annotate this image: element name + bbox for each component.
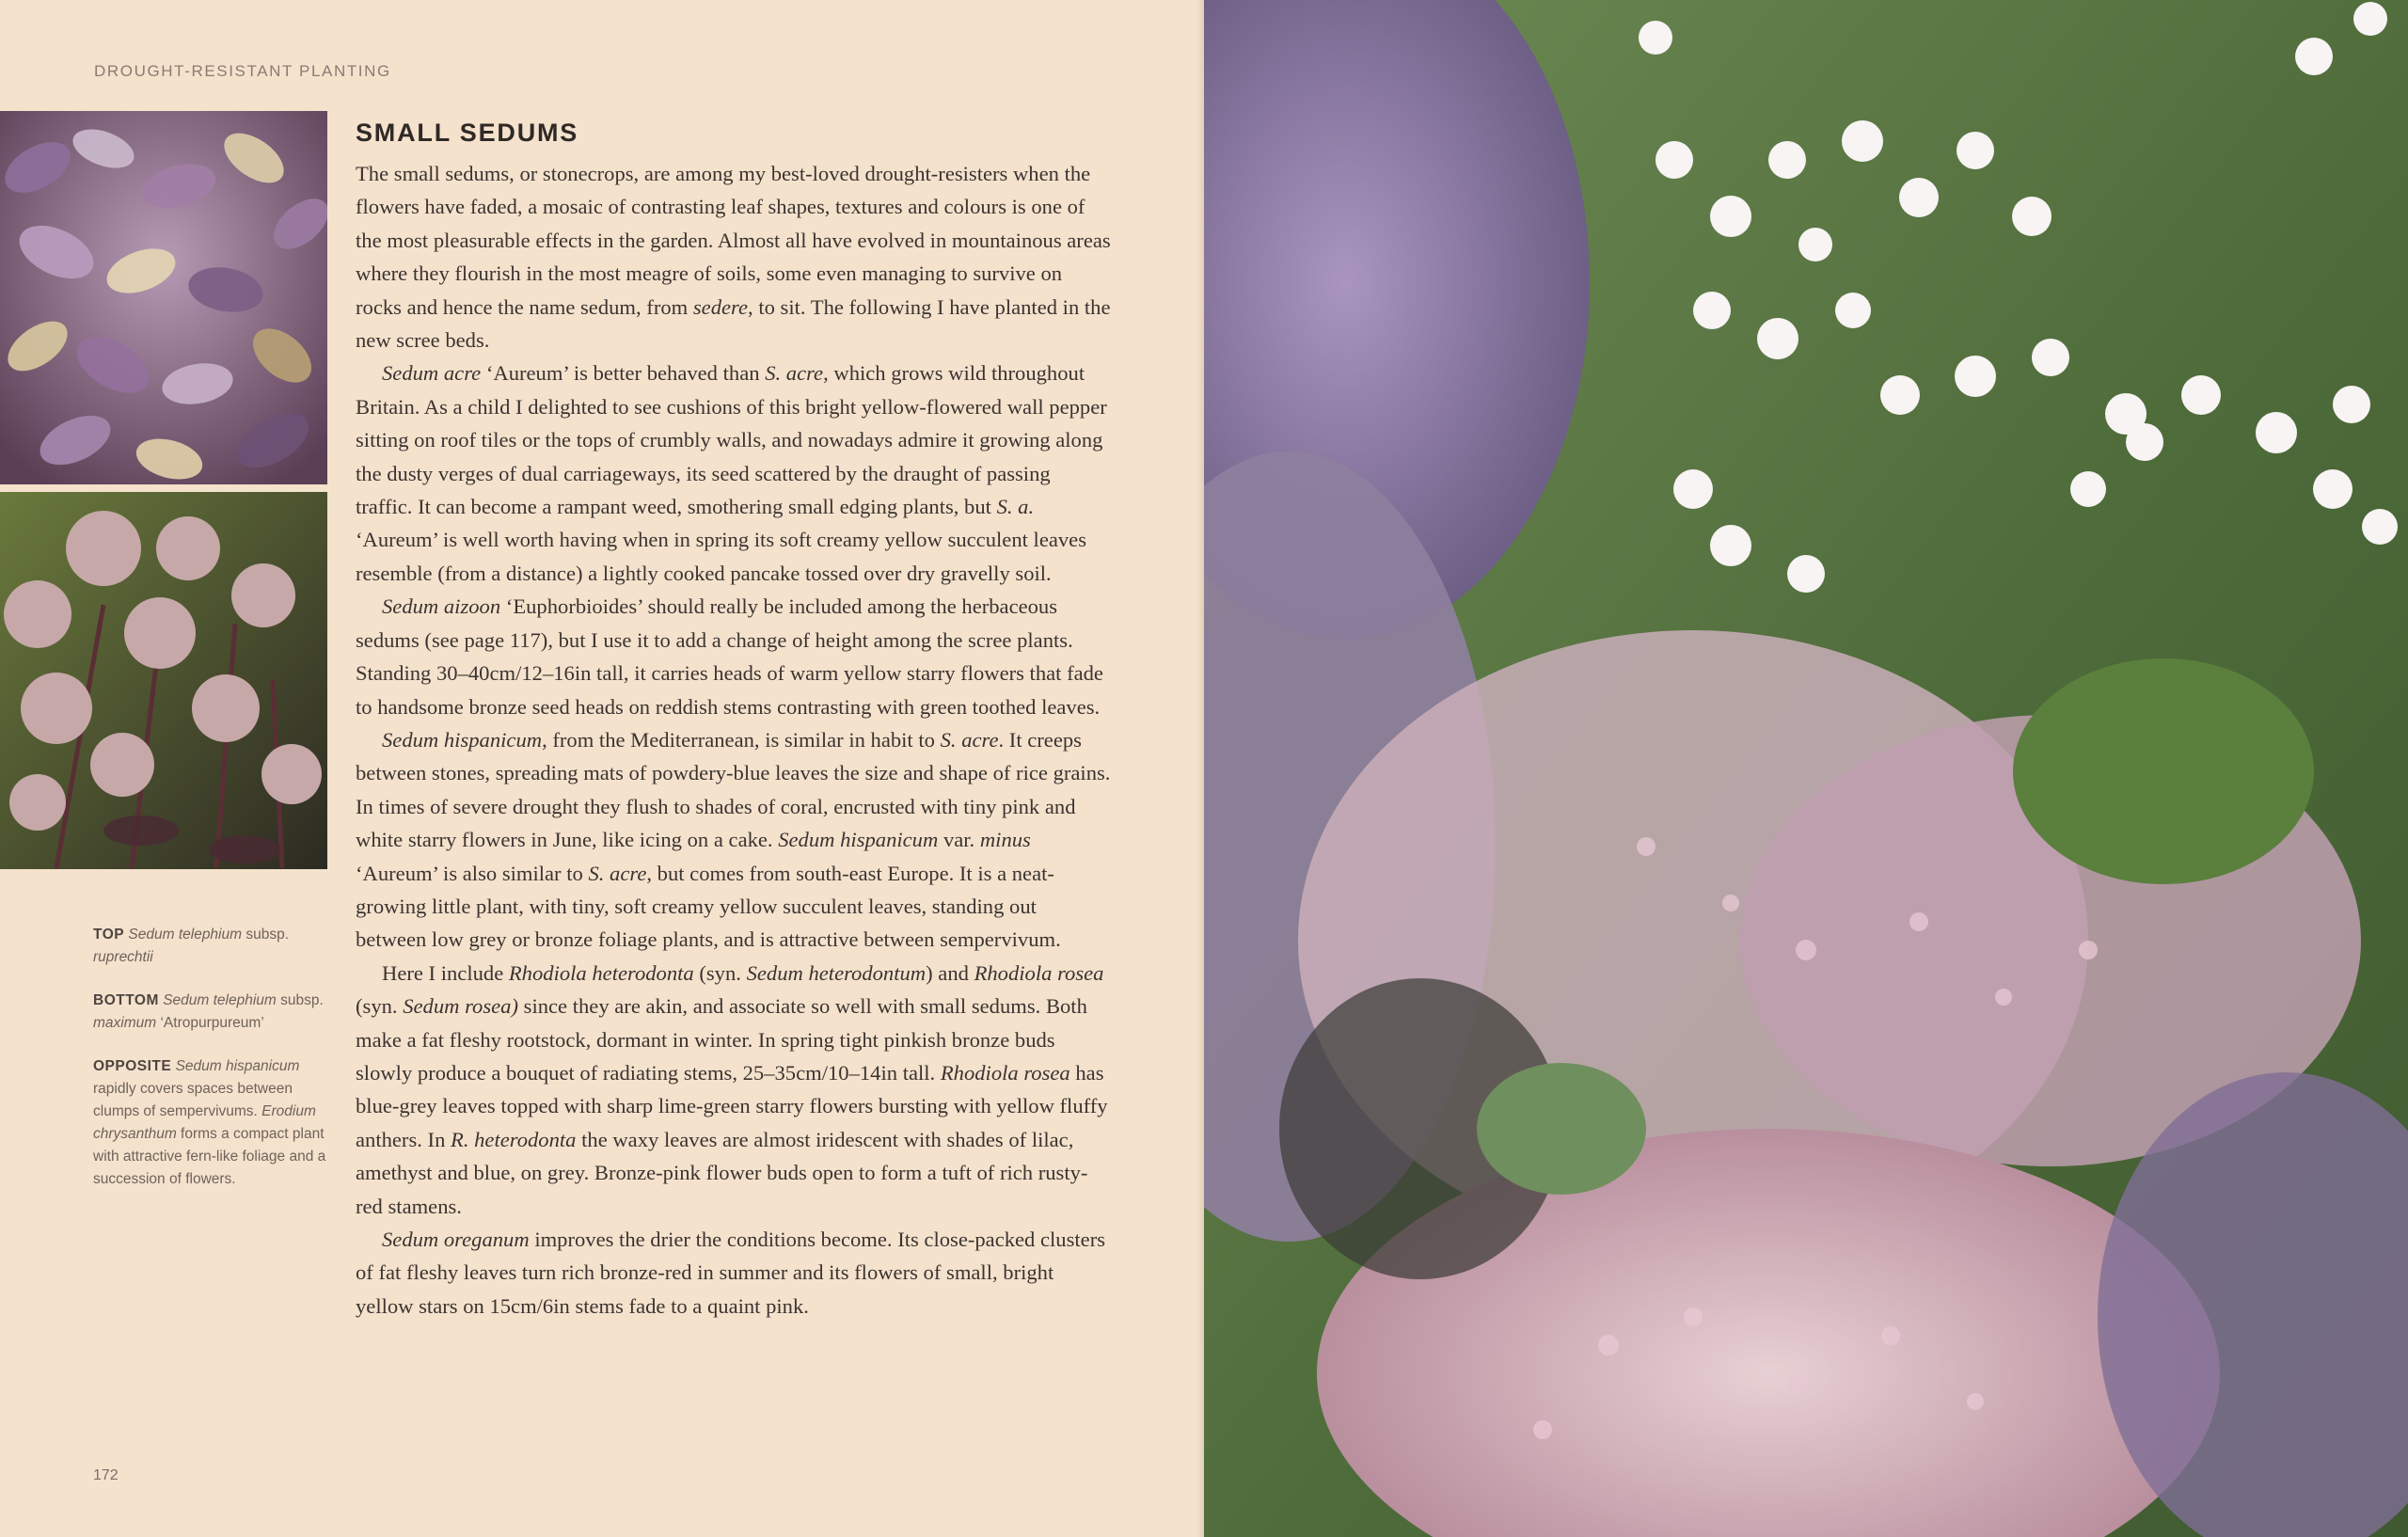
italic-text: Sedum rosea) [403,994,518,1019]
italic-text: S. acre [588,861,647,885]
paragraph: Sedum aizoon ‘Euphorbioides’ should really be included among the herbaceous sedums (see page 117), but I use it to add a change of height among the scree plants. Standing 30–40cm/12–16in tall, it carries heads of warm yellow starry flowers that fade to handsome bronze seed heads on reddish stems contrasting with green toothed leaves. [356,594,1103,719]
section-title: SMALL SEDUMS [356,119,579,147]
caption-label: BOTTOM [93,992,159,1008]
italic-text: S. a. [996,495,1035,519]
italic-text: Sedum telephium [128,927,243,943]
article [356,119,1112,1323]
italic-text: Sedum hispanicum [175,1058,300,1074]
caption-opposite: OPPOSITE Sedum hispanicum rapidly covers spaces between clumps of sempervivums. Erodium chrysanthum forms a compact plant with attractive fern-like foliage and a succession of flowers. [93,1058,326,1187]
caption-top: TOP Sedum telephium subsp. ruprechtii [93,927,290,965]
italic-text: sedere [692,294,749,319]
paragraph: The small sedums, or stonecrops, are among my best-loved drought-resisters when the flowers have faded, a mosaic of contrasting leaf shapes, textures and colours is one of the most pleasurable effects in the garden. Almost all have evolved in mountainous areas where they flourish in the most meagre of soils, some even managing to survive on rocks and hence the name sedum, from sedere, to sit. The following I have planted in the new scree beds. [356,162,1111,353]
caption-label: OPPOSITE [93,1058,172,1074]
photo-sedum-telephium-ruprechtii [0,111,327,484]
running-head: DROUGHT-RESISTANT PLANTING [94,62,391,80]
italic-text: Sedum heterodontum [746,960,927,985]
italic-text: Sedum telephium [163,992,277,1008]
italic-text: Sedum hispanicum [382,727,543,752]
italic-text: S. acre [765,361,824,386]
italic-text: Sedum aizoon [382,594,501,619]
paragraph: Sedum acre ‘Aureum’ is better behaved than S. acre, which grows wild throughout Britain. As a child I delighted to see cushions of this bright yellow-flowered wall pepper sitting on roof tiles or the tops of crumbly walls, and nowadays admire it growing along the dusty verges of dual carriageways, its seed scattered by the draught of passing traffic. It can become a rampant weed, smothering small edging plants, but S. a. ‘Aureum’ is well worth having when in spring its soft creamy yellow succulent leaves resemble (from a distance) a lightly cooked pancake tossed over dry gravelly soil. [356,361,1107,585]
italic-text: R. heterodonta [451,1127,577,1151]
italic-text: Rhodiola rosea [940,1060,1070,1085]
italic-text: Sedum acre [382,361,482,386]
italic-text: Erodium chrysanthum [93,1103,316,1142]
caption-bottom: BOTTOM Sedum telephium subsp. maximum ‘Atropurpureum’ [93,992,324,1031]
caption-label: TOP [93,927,125,943]
italic-text: Sedum oreganum [382,1228,530,1251]
caption-block [93,924,333,1212]
italic-text: maximum [93,1015,157,1031]
paragraph: Sedum oreganum improves the drier the conditions become. Its close-packed clusters of fat fleshy leaves turn rich bronze-red in summer and its flowers of small, bright yellow stars on 15cm/6in stems fade to a quaint pink. [356,1228,1106,1318]
italic-text: ruprechtii [93,949,153,965]
italic-text: minus [979,828,1031,852]
italic-text: Rhodiola rosea [974,960,1104,985]
paragraph: Sedum hispanicum, from the Mediterranean, is similar in habit to S. acre. It creeps between stones, spreading mats of powdery-blue leaves the size and shape of rice grains. In times of severe drought they flush to shades of coral, encrusted with tiny pink and white starry flowers in June, like icing on a cake. Sedum hispanicum var. minus ‘Aureum’ is also similar to S. acre, but comes from south-east Europe. It is a neat-growing little plant, with tiny, soft creamy yellow succulent leaves, standing out between low grey or bronze foliage plants, and is attractive between sempervivum. [356,727,1111,952]
photo-sedum-hispanicum-garden [1204,0,2408,1537]
body-text [356,157,1112,1323]
italic-text: Rhodiola heterodonta [508,960,694,985]
italic-text: Sedum hispanicum [778,828,939,852]
page-number: 172 [93,1467,119,1483]
photo-sedum-telephium-atropurpureum [0,492,327,869]
paragraph: Here I include Rhodiola heterodonta (syn. Sedum heterodontum) and Rhodiola rosea (syn. Sedum rosea) since they are akin, and associate so well with small sedums. Both make a fat fleshy rootstock, dormant in winter. In spring tight pinkish bronze buds slowly produce a bouquet of radiating stems, 25–35cm/10–14in tall. Rhodiola rosea has blue-grey leaves topped with sharp lime-green starry flowers bursting with yellow fluffy anthers. In R. heterodonta the waxy leaves are almost iridescent with shades of lilac, amethyst and blue, on grey. Bronze-pink flower buds open to form a tuft of rich rusty-red stamens. [356,960,1108,1218]
italic-text: S. acre [940,727,999,752]
